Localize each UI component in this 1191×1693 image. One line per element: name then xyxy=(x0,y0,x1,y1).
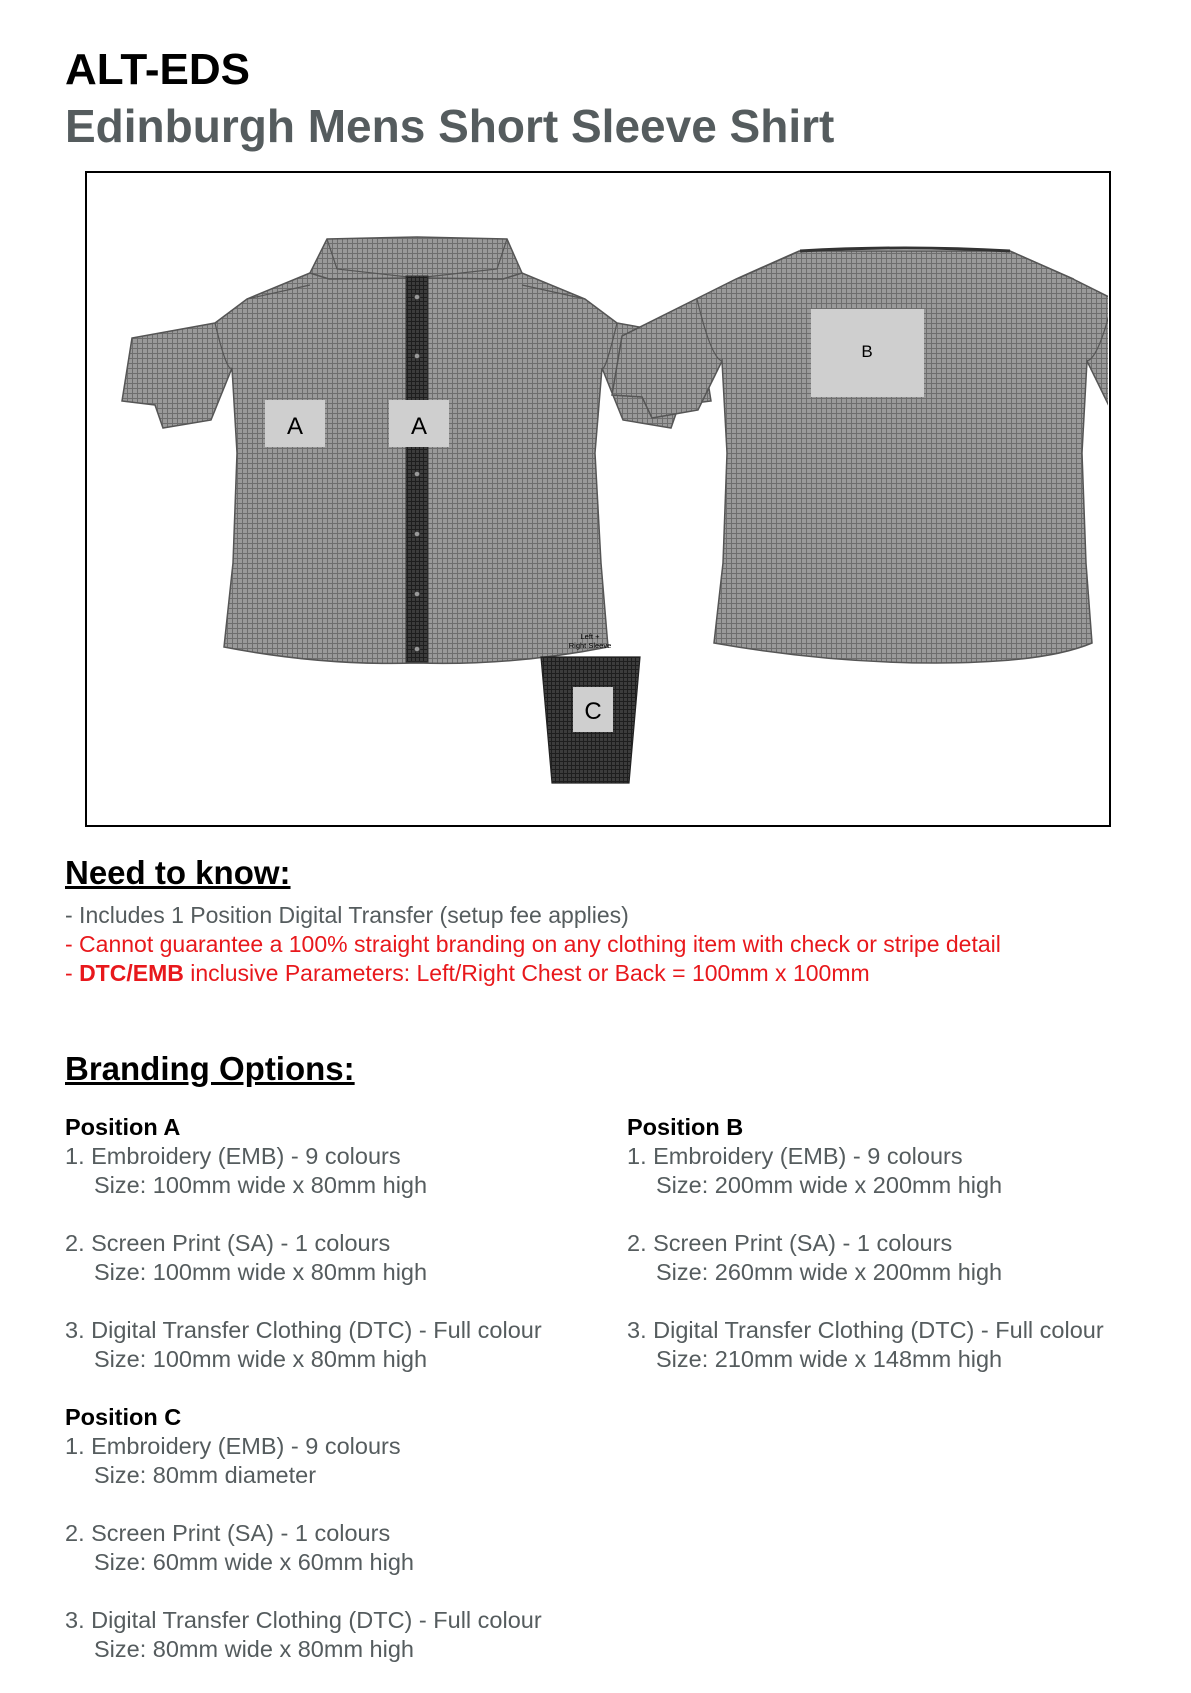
front-shirt xyxy=(122,237,711,663)
ntk-item-parameters-bold: DTC/EMB xyxy=(79,960,184,986)
position-c-option xyxy=(65,1606,542,1664)
option-method: 1. Embroidery (EMB) - 9 colours xyxy=(65,1143,401,1169)
ntk-item-parameters-prefix: - xyxy=(65,960,80,986)
option-method: 1. Embroidery (EMB) - 9 colours xyxy=(627,1143,963,1169)
position-b-option xyxy=(627,1142,1104,1200)
option-method: 1. Embroidery (EMB) - 9 colours xyxy=(65,1433,401,1459)
option-size: Size: 260mm wide x 200mm high xyxy=(656,1259,1003,1285)
option-size: Size: 80mm diameter xyxy=(94,1462,317,1488)
position-b-title: Position B xyxy=(627,1114,744,1140)
option-method: 2. Screen Print (SA) - 1 colours xyxy=(65,1230,391,1256)
ntk-item-parameters xyxy=(65,959,1001,988)
sleeve-caption-line1: Left + xyxy=(580,632,600,641)
option-size: Size: 100mm wide x 80mm high xyxy=(94,1259,428,1285)
branding-options-heading: Branding Options: xyxy=(65,1050,355,1087)
option-size: Size: 100mm wide x 80mm high xyxy=(94,1172,428,1198)
option-size: Size: 60mm wide x 60mm high xyxy=(94,1549,414,1575)
option-method: 2. Screen Print (SA) - 1 colours xyxy=(65,1520,391,1546)
position-a-option xyxy=(65,1316,542,1374)
product-code: ALT-EDS xyxy=(65,45,250,94)
option-method: 3. Digital Transfer Clothing (DTC) - Full colour xyxy=(65,1607,542,1633)
position-c-section xyxy=(65,1403,542,1693)
position-c-title: Position C xyxy=(65,1404,182,1430)
front-left-position-label: A xyxy=(286,413,304,440)
position-c-option xyxy=(65,1519,542,1577)
option-size: Size: 100mm wide x 80mm high xyxy=(94,1346,428,1372)
branding-diagram xyxy=(85,171,1111,827)
position-a-section xyxy=(65,1113,542,1403)
option-size: Size: 210mm wide x 148mm high xyxy=(656,1346,1003,1372)
front-right-position-label: A xyxy=(410,413,428,440)
option-method: 3. Digital Transfer Clothing (DTC) - Full colour xyxy=(627,1317,1104,1343)
position-a-option xyxy=(65,1229,542,1287)
back-position-label: B xyxy=(861,342,873,361)
back-shirt xyxy=(612,248,1108,663)
sleeve-caption-line2: Right Sleeve xyxy=(568,641,612,650)
position-b-option xyxy=(627,1229,1104,1287)
product-title: Edinburgh Mens Short Sleeve Shirt xyxy=(65,100,835,152)
ntk-item-check-warning: - Cannot guarantee a 100% straight branding on any clothing item with check or stripe detail xyxy=(65,931,1001,957)
position-c-option xyxy=(65,1432,542,1490)
option-size: Size: 80mm wide x 80mm high xyxy=(94,1636,414,1662)
option-size: Size: 200mm wide x 200mm high xyxy=(656,1172,1003,1198)
position-b-option xyxy=(627,1316,1104,1374)
sleeve-position-label: C xyxy=(584,698,602,725)
shirt-illustrations xyxy=(87,173,1108,824)
need-to-know-heading: Need to know: xyxy=(65,854,291,891)
position-b-section xyxy=(627,1113,1104,1403)
position-a-title: Position A xyxy=(65,1114,181,1140)
option-method: 2. Screen Print (SA) - 1 colours xyxy=(627,1230,953,1256)
need-to-know-list xyxy=(65,901,1001,988)
ntk-item-transfer: - Includes 1 Position Digital Transfer (setup fee applies) xyxy=(65,902,629,928)
ntk-item-parameters-text: inclusive Parameters: Left/Right Chest or Back = 100mm x 100mm xyxy=(183,960,870,986)
option-method: 3. Digital Transfer Clothing (DTC) - Full colour xyxy=(65,1317,542,1343)
position-a-option xyxy=(65,1142,542,1200)
